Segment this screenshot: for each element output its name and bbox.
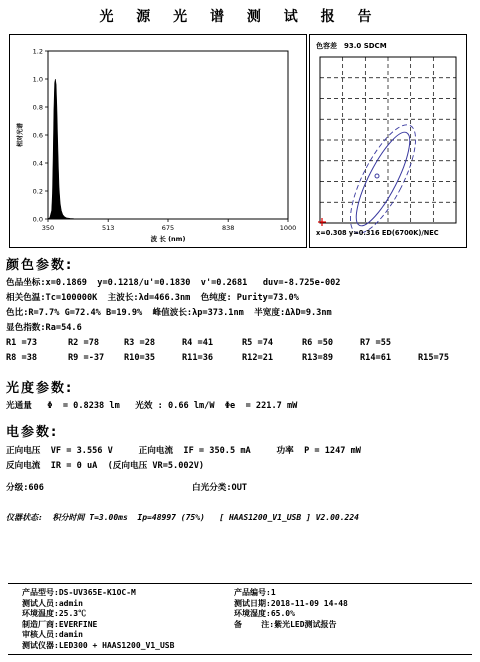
y-tick-label: 0.8	[32, 103, 43, 112]
y-tick-label: 0.2	[32, 187, 43, 196]
footer-temperature: 环境温度:25.3℃	[22, 609, 87, 619]
footer-product-number: 产品编号:1	[234, 588, 276, 597]
cri-line: 显色指数:Ra=54.6	[6, 323, 82, 333]
electrical-heading: 电参数:	[6, 425, 59, 440]
cri-value: R2 =78	[68, 338, 100, 348]
spectrum-chart	[10, 35, 306, 247]
x-tick-label: 675	[161, 224, 175, 232]
flux-line: 光通量 Φ = 0.8238 lm 光效 : 0.66 lm/W Φe = 221.7 mW	[6, 401, 298, 411]
cie-tolerance-label: 色容差	[316, 42, 337, 50]
cri-value: R6 =50	[302, 338, 334, 348]
cie-diagram	[310, 35, 466, 247]
footer-remark: 备 注:紫光LED测试报告	[234, 619, 337, 629]
color-params-heading: 颜色参数:	[6, 258, 74, 273]
footer-test-date: 测试日期:2018-11-09 14-48	[234, 598, 348, 608]
cie-tolerance-value: 93.0 SDCM	[344, 42, 387, 50]
cie-diagram-frame	[309, 34, 467, 248]
cri-value: R12=21	[242, 353, 274, 363]
footer-right	[234, 588, 348, 630]
cri-value: R7 =55	[360, 338, 392, 348]
instrument-status: 仪器状态: 积分时间 T=3.00ms Ip=48997 (75%) [ HAAS1200_V1_USB ] V2.00.224	[6, 513, 359, 522]
cri-value: R9 =-37	[68, 353, 105, 363]
y-tick-label: 1.2	[32, 47, 43, 56]
x-tick-label: 838	[221, 224, 235, 232]
color-ratio-line: 色比:R=7.7% G=72.4% B=19.9% 峰值波长:λp=373.1nm 半宽度:ΔλD=9.3nm	[6, 308, 332, 318]
y-tick-label: 1.0	[32, 75, 43, 84]
plot-area	[48, 51, 288, 219]
footer-bottom-separator	[8, 654, 472, 655]
grade-value: 分级:606	[6, 483, 44, 493]
footer-humidity: 环境湿度:65.0%	[234, 609, 295, 619]
cri-value: R13=89	[302, 353, 334, 363]
footer-separator	[8, 583, 472, 584]
spectrum-chart-frame	[9, 34, 307, 248]
x-tick-label: 1000	[279, 224, 297, 232]
y-tick-label: 0.4	[32, 159, 43, 168]
spectrum-area	[48, 79, 288, 219]
cri-value: R5 =74	[242, 338, 274, 348]
cie-coordinates: x=0.308 y=0.316 ED(6700K)/NEC	[316, 229, 439, 237]
cri-value: R15=75	[418, 353, 450, 363]
footer-instrument: 测试仪器:LED300 + HAAS1200_V1_USB	[22, 640, 175, 650]
cri-value: R11=36	[182, 353, 214, 363]
y-tick-label: 0.0	[32, 215, 43, 224]
white-class-value: 白光分类:OUT	[192, 483, 248, 493]
cri-value: R8 =38	[6, 353, 38, 363]
chromaticity-line: 色品坐标:x=0.1869 y=0.1218/u'=0.1830 v'=0.2681 duv=-8.725e-002	[6, 278, 341, 288]
footer-reviewer: 审核人员:damin	[22, 630, 83, 640]
report-title: 光 源 光 谱 测 试 报 告	[99, 9, 381, 25]
cri-value: R4 =41	[182, 338, 214, 348]
footer-tester: 测试人员:admin	[22, 598, 83, 608]
reference-point	[375, 174, 379, 178]
footer-manufacturer: 制造厂商:EVERFINE	[22, 619, 98, 629]
footer-left	[22, 588, 174, 652]
x-axis-label: 波 长 (nm)	[150, 235, 186, 243]
cri-value: R10=35	[124, 353, 156, 363]
y-tick-label: 0.6	[32, 131, 43, 140]
x-tick-label: 513	[101, 224, 115, 232]
reverse-line: 反向电流 IR = 0 uA (反向电压 VR=5.002V)	[6, 461, 205, 471]
measured-point-marker	[318, 218, 326, 226]
cct-line: 相关色温:Tc=100000K 主波长:λd=466.3nm 色纯度: Purity=73.0%	[6, 293, 299, 303]
cri-value: R1 =73	[6, 338, 38, 348]
cri-value: R3 =28	[124, 338, 156, 348]
photometric-heading: 光度参数:	[6, 381, 74, 396]
footer-product-model: 产品型号:DS-UV365E-K1OC-M	[22, 588, 136, 597]
x-tick-label: 350	[41, 224, 55, 232]
y-axis-label: 相对光谱	[17, 122, 24, 148]
cri-value: R14=61	[360, 353, 392, 363]
forward-line: 正向电压 VF = 3.556 V 正向电流 IF = 350.5 mA 功率 P = 1247 mW	[6, 446, 361, 456]
